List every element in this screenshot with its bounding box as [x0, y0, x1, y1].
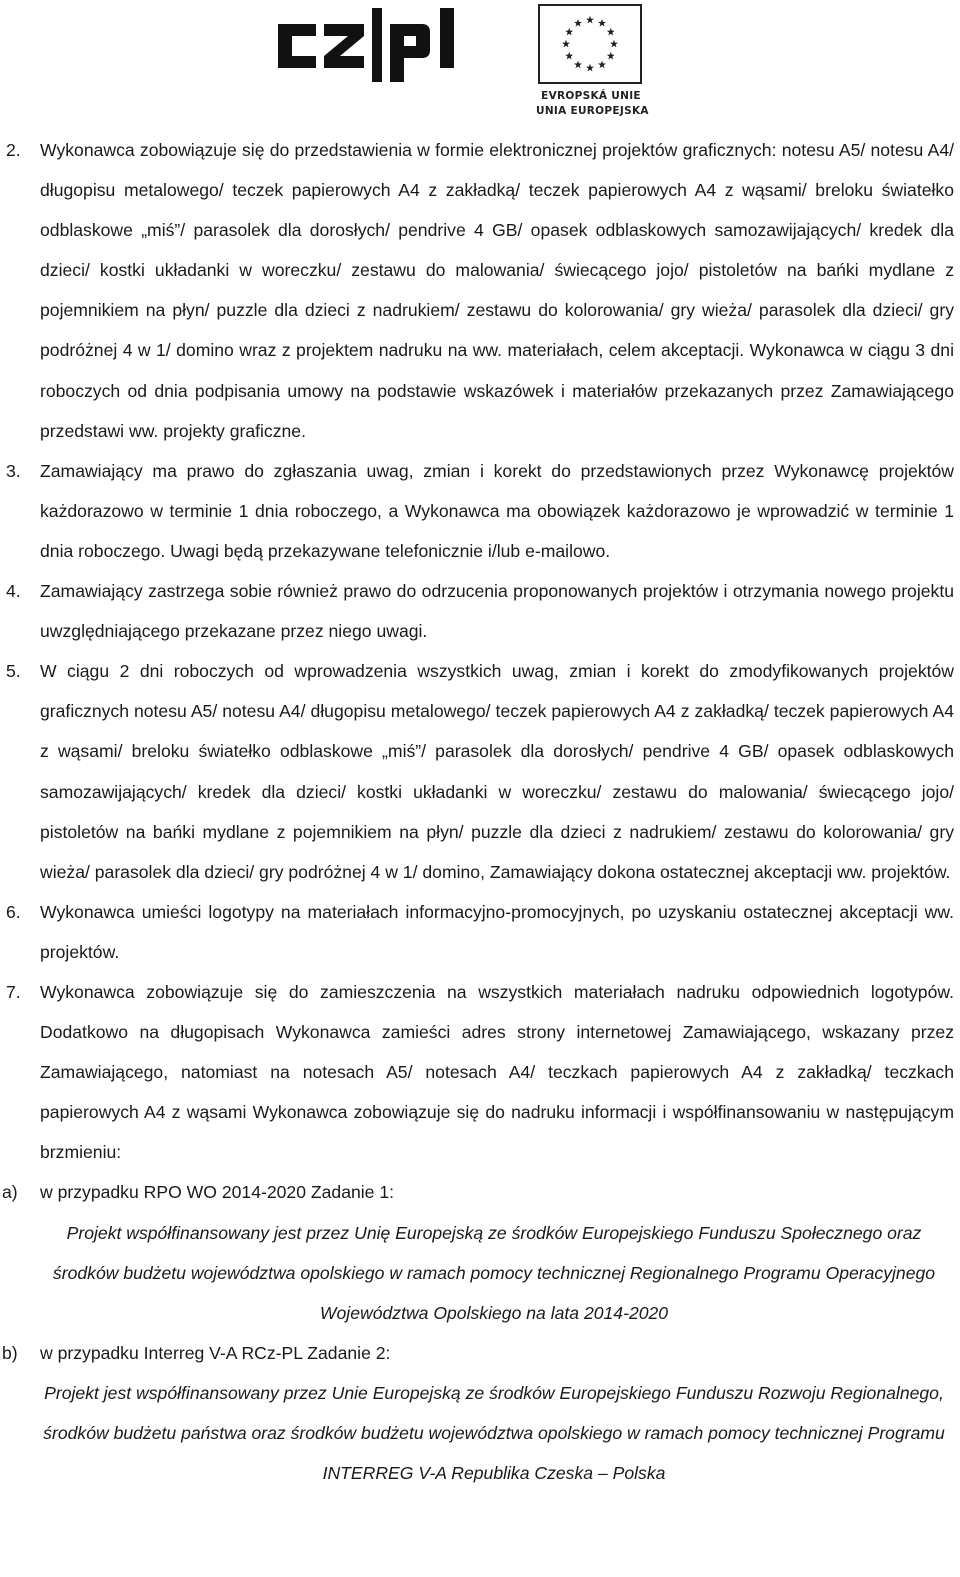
list-item-text: Zamawiający zastrzega sobie również prawo do odrzucenia proponowanych projektów i otrzymania nowego projektu uwzględniającego przekazane przez niego uwagi. [40, 581, 954, 642]
eu-logo-text-line2: UNIA EUROPEJSKA [536, 105, 649, 117]
document-body [0, 130, 960, 1493]
eu-logo [536, 4, 649, 122]
eu-star-icon [565, 52, 573, 60]
sub-item-b [0, 1333, 960, 1373]
list-item [0, 651, 960, 892]
list-item-text: Zamawiający ma prawo do zgłaszania uwag, zmian i korekt do przedstawionych przez Wykonawcę projektów każdorazowo w terminie 1 dnia roboczego, a Wykonawca ma obowiązek każdorazowo je wprowadzić w terminie 1 dnia roboczego. Uwagi będą przekazywane telefonicznie i/lub e-mailowo. [40, 460, 954, 561]
eu-star-icon [607, 28, 615, 36]
sub-item-text: w przypadku Interreg V-A RCz-PL Zadanie 2: [40, 1342, 391, 1363]
list-item-number: 3. [6, 460, 21, 481]
czpl-logo [272, 6, 468, 84]
eu-star-icon [610, 40, 618, 48]
eu-logo-text-line1: EVROPSKÁ UNIE [541, 90, 641, 102]
eu-star-icon [586, 16, 594, 24]
list-item [0, 892, 960, 972]
eu-star-icon [565, 28, 573, 36]
list-item-text: Wykonawca zobowiązuje się do przedstawienia w formie elektronicznej projektów graficznych: notesu A5/ notesu A4/ długopisu metalowego/ teczek papierowych A4 z zakładką/ teczek papierowych A4 z wąsami/ breloku światełko odblaskowe „miś”/ parasolek dla dorosłych/ pendrive 4 GB/ opasek odblaskowych samozawijających/ kredek dla dzieci/ kostki układanki w woreczku/ zestawu do malowania/ świecącego jojo/ pistoletów na bańki mydlane z pojemnikiem na płyn/ puzzle dla dzieci z nadrukiem/ zestawu do kolorowania/ gry wieża/ parasolek dla dzieci/ gry podróżnej 4 w 1/ domino wraz z projektem nadruku na ww. materiałach, celem akceptacji. Wykonawca w ciągu 3 dni roboczych od dnia podpisania umowy na podstawie wskazówek i materiałów przekazanych przez Zamawiającego przedstawi ww. projekty graficzne. [40, 140, 954, 441]
funding-statement-a: Projekt współfinansowany jest przez Unię Europejską ze środków Europejskiego Funduszu Społecznego oraz środków budżetu województwa opolskiego w ramach pomocy technicznej Regionalnego Programu Operacyjnego Województwa Opolskiego na lata 2014-2020 [52, 1222, 936, 1323]
list-item [0, 571, 960, 651]
eu-star-icon [598, 61, 606, 69]
sub-item-letter: a) [2, 1182, 18, 1203]
list-item-number: 4. [6, 581, 21, 602]
list-item-text: Wykonawca umieści logotypy na materiałach informacyjno-promocyjnych, po uzyskaniu ostatecznej akceptacji ww. projektów. [40, 901, 954, 962]
eu-star-icon [574, 19, 582, 27]
sub-item-letter: b) [2, 1342, 18, 1363]
eu-star-icon [598, 19, 606, 27]
czpl-logo-mark [272, 6, 468, 84]
page-header [0, 0, 960, 125]
eu-star-icon [562, 40, 570, 48]
list-item-number: 7. [6, 981, 21, 1002]
sub-item-a [0, 1172, 960, 1212]
eu-stars-icon [540, 6, 640, 82]
eu-star-icon [607, 52, 615, 60]
eu-star-icon [586, 64, 594, 72]
list-item [0, 451, 960, 571]
list-item [0, 130, 960, 451]
eu-star-icon [574, 61, 582, 69]
list-item-number: 2. [6, 140, 21, 160]
list-item [0, 972, 960, 1172]
list-item-number: 5. [6, 661, 21, 682]
list-item-text: Wykonawca zobowiązuje się do zamieszczenia na wszystkich materiałach nadruku odpowiednich logotypów. Dodatkowo na długopisach Wykonawca zamieści adres strony internetowej Zamawiającego, wskazany przez Zamawiającego, natomiast na notesach A5/ notesach A4/ teczkach papierowych A4 z zakładką/ teczkach papierowych A4 z wąsami Wykonawca zobowiązuje się do nadruku informacji i współfinansowaniu w następującym brzmieniu: [40, 981, 954, 1163]
sub-item-text: w przypadku RPO WO 2014-2020 Zadanie 1: [40, 1182, 395, 1203]
list-item-text: W ciągu 2 dni roboczych od wprowadzenia wszystkich uwag, zmian i korekt do zmodyfikowanych projektów graficznych notesu A5/ notesu A4/ długopisu metalowego/ teczek papierowych A4 z zakładką/ teczek papierowych A4 z wąsami/ breloku światełko odblaskowe „miś”/ parasolek dla dorosłych/ pendrive 4 GB/ opasek odblaskowych samozawijających/ kredek dla dzieci/ kostki układanki w woreczku/ zestawu do malowania/ świecącego jojo/ pistoletów na bańki mydlane z pojemnikiem na płyn/ puzzle dla dzieci z nadrukiem/ zestawu do kolorowania/ gry wieża/ parasolek dla dzieci/ gry podróżnej 4 w 1/ domino, Zamawiający dokona ostatecznej akceptacji ww. projektów. [40, 661, 954, 882]
list-item-number: 6. [6, 901, 21, 922]
funding-statement-b: Projekt jest współfinansowany przez Unie Europejską ze środków Europejskiego Funduszu Rozwoju Regionalnego, środków budżetu państwa oraz środków budżetu województwa opolskiego w ramach pomocy technicznej Programu INTERREG V-A Republika Czeska – Polska [43, 1382, 945, 1484]
eu-flag [538, 4, 642, 84]
